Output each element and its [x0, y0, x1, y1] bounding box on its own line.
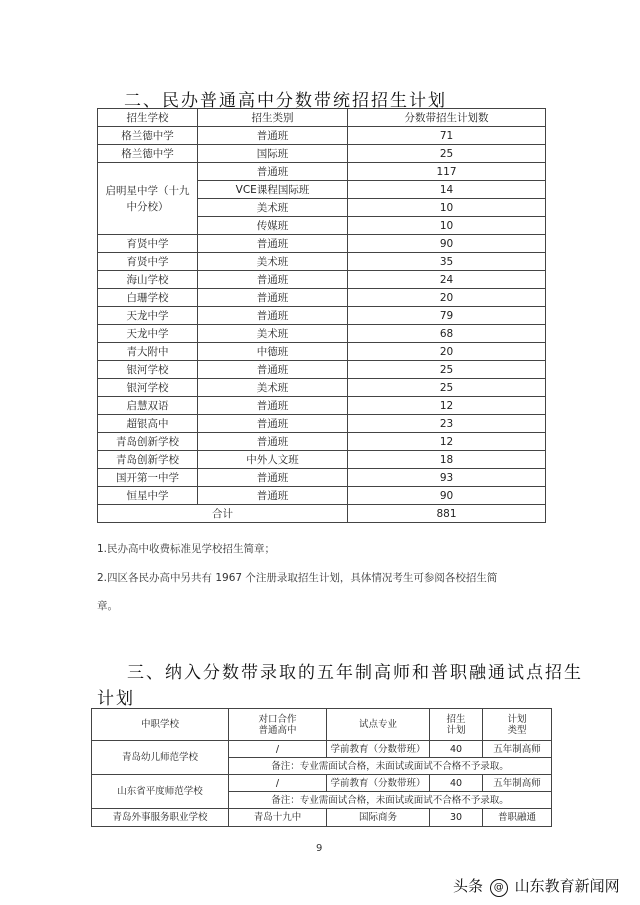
- partner-cell: /: [229, 775, 327, 792]
- school-cell: 超银高中: [98, 415, 198, 433]
- type-cell: 普通班: [198, 397, 348, 415]
- school-cell: 天龙中学: [98, 325, 198, 343]
- total-row: [98, 505, 546, 523]
- header-major: 试点专业: [327, 709, 430, 741]
- count-cell: 93: [348, 469, 546, 487]
- school-cell: 银河学校: [98, 379, 198, 397]
- school-cell: 格兰德中学: [98, 145, 198, 163]
- count-cell: 35: [348, 253, 546, 271]
- school-cell: 青岛外事服务职业学校: [92, 809, 229, 827]
- school-cell: 国开第一中学: [98, 469, 198, 487]
- table-row: [98, 397, 546, 415]
- type-cell: 五年制高师: [483, 741, 552, 758]
- type-cell: 普通班: [198, 289, 348, 307]
- school-cell: 青岛幼儿师范学校: [92, 741, 229, 775]
- total-label: 合计: [98, 505, 348, 523]
- partner-cell: /: [229, 741, 327, 758]
- private-high-school-plan-table: [97, 108, 546, 523]
- count-cell: 90: [348, 235, 546, 253]
- type-cell: 中德班: [198, 343, 348, 361]
- watermark-prefix: 头条: [453, 877, 484, 895]
- school-cell: 青岛创新学校: [98, 451, 198, 469]
- header-type: 招生类别: [198, 109, 348, 127]
- type-cell: 普职融通: [483, 809, 552, 827]
- header-type-line-2: 类型: [507, 724, 527, 736]
- school-cell: 启明星中学（十九中分校）: [98, 163, 198, 235]
- school-cell: 格兰德中学: [98, 127, 198, 145]
- count-cell: 12: [348, 397, 546, 415]
- type-cell: 普通班: [198, 415, 348, 433]
- major-cell: 学前教育（分数带班）: [327, 775, 430, 792]
- table-row: [92, 809, 552, 827]
- count-cell: 18: [348, 451, 546, 469]
- type-cell: 中外人文班: [198, 451, 348, 469]
- type-cell: VCE课程国际班: [198, 181, 348, 199]
- watermark-suffix: 山东教育新闻网: [514, 877, 620, 895]
- type-cell: 普通班: [198, 127, 348, 145]
- table-row: [98, 289, 546, 307]
- note-2-line-1: 2.四区各民办高中另共有 1967 个注册录取招生计划，具体情况考生可参阅各校招生简: [97, 572, 498, 584]
- count-cell: 117: [348, 163, 546, 181]
- count-cell: 14: [348, 181, 546, 199]
- count-cell: 25: [348, 361, 546, 379]
- type-cell: 国际班: [198, 145, 348, 163]
- type-cell: 五年制高师: [483, 775, 552, 792]
- type-cell: 普通班: [198, 163, 348, 181]
- remark-cell: 备注：专业需面试合格，未面试或面试不合格不予录取。: [229, 758, 552, 775]
- table-row: [98, 325, 546, 343]
- type-cell: 传媒班: [198, 217, 348, 235]
- page-number: 9: [316, 843, 323, 854]
- header-count: 分数带招生计划数: [348, 109, 546, 127]
- major-cell: 国际商务: [327, 809, 430, 827]
- count-cell: 71: [348, 127, 546, 145]
- school-cell: 山东省平度师范学校: [92, 775, 229, 809]
- table-row: [98, 379, 546, 397]
- school-cell: 天龙中学: [98, 307, 198, 325]
- type-cell: 普通班: [198, 235, 348, 253]
- vocational-plan-table: [91, 708, 552, 827]
- type-cell: 美术班: [198, 199, 348, 217]
- at-icon: @: [490, 879, 508, 897]
- header-partner: [229, 709, 327, 741]
- table-row: [98, 343, 546, 361]
- table-row: [98, 127, 546, 145]
- table-header-row: [92, 709, 552, 741]
- count-cell: 10: [348, 199, 546, 217]
- school-cell: 青岛创新学校: [98, 433, 198, 451]
- watermark: [453, 875, 620, 897]
- partner-cell: 青岛十九中: [229, 809, 327, 827]
- type-cell: 普通班: [198, 469, 348, 487]
- remark-cell: 备注：专业需面试合格，未面试或面试不合格不予录取。: [229, 792, 552, 809]
- school-cell: 恒星中学: [98, 487, 198, 505]
- type-cell: 美术班: [198, 325, 348, 343]
- type-cell: 普通班: [198, 433, 348, 451]
- note-1: 1.民办高中收费标准见学校招生简章；: [97, 543, 276, 555]
- table-row: [92, 741, 552, 758]
- count-cell: 20: [348, 289, 546, 307]
- table-row: [98, 361, 546, 379]
- header-school: 中职学校: [92, 709, 229, 741]
- plan-cell: 30: [430, 809, 483, 827]
- table-row: [98, 469, 546, 487]
- type-cell: 美术班: [198, 253, 348, 271]
- count-cell: 25: [348, 145, 546, 163]
- plan-cell: 40: [430, 741, 483, 758]
- header-type-line-1: 计划: [507, 713, 527, 725]
- table-row: [98, 433, 546, 451]
- type-cell: 普通班: [198, 361, 348, 379]
- section3-title-line-1: 三、纳入分数带录取的五年制高师和普职融通试点招生: [127, 663, 583, 683]
- count-cell: 23: [348, 415, 546, 433]
- total-value: 881: [348, 505, 546, 523]
- header-type: [483, 709, 552, 741]
- count-cell: 24: [348, 271, 546, 289]
- table-row: [98, 487, 546, 505]
- school-cell: 白珊学校: [98, 289, 198, 307]
- section2-title: 二、民办普通高中分数带统招招生计划: [124, 91, 447, 111]
- count-cell: 79: [348, 307, 546, 325]
- type-cell: 美术班: [198, 379, 348, 397]
- table-row: [98, 163, 546, 181]
- major-cell: 学前教育（分数带班）: [327, 741, 430, 758]
- header-plan-line-2: 计划: [446, 724, 466, 736]
- school-cell: 青大附中: [98, 343, 198, 361]
- table-row: [98, 145, 546, 163]
- count-cell: 68: [348, 325, 546, 343]
- count-cell: 20: [348, 343, 546, 361]
- type-cell: 普通班: [198, 271, 348, 289]
- note-2-line-2: 章。: [97, 600, 118, 612]
- section3-title-line-2: 计划: [97, 689, 135, 709]
- type-cell: 普通班: [198, 487, 348, 505]
- school-cell: 银河学校: [98, 361, 198, 379]
- school-cell: 海山学校: [98, 271, 198, 289]
- table-row: [98, 271, 546, 289]
- count-cell: 10: [348, 217, 546, 235]
- table-row: [98, 307, 546, 325]
- table-header-row: [98, 109, 546, 127]
- count-cell: 25: [348, 379, 546, 397]
- table-row: [98, 253, 546, 271]
- table-row: [92, 775, 552, 792]
- header-plan: [430, 709, 483, 741]
- table-row: [98, 415, 546, 433]
- count-cell: 12: [348, 433, 546, 451]
- school-cell: 启慧双语: [98, 397, 198, 415]
- school-cell: 育贤中学: [98, 235, 198, 253]
- header-partner-line-2: 普通高中: [258, 724, 297, 736]
- type-cell: 普通班: [198, 307, 348, 325]
- school-cell: 育贤中学: [98, 253, 198, 271]
- table-row: [98, 451, 546, 469]
- header-partner-line-1: 对口合作: [258, 713, 297, 725]
- count-cell: 90: [348, 487, 546, 505]
- table-row: [98, 235, 546, 253]
- header-plan-line-1: 招生: [446, 713, 466, 725]
- header-school: 招生学校: [98, 109, 198, 127]
- plan-cell: 40: [430, 775, 483, 792]
